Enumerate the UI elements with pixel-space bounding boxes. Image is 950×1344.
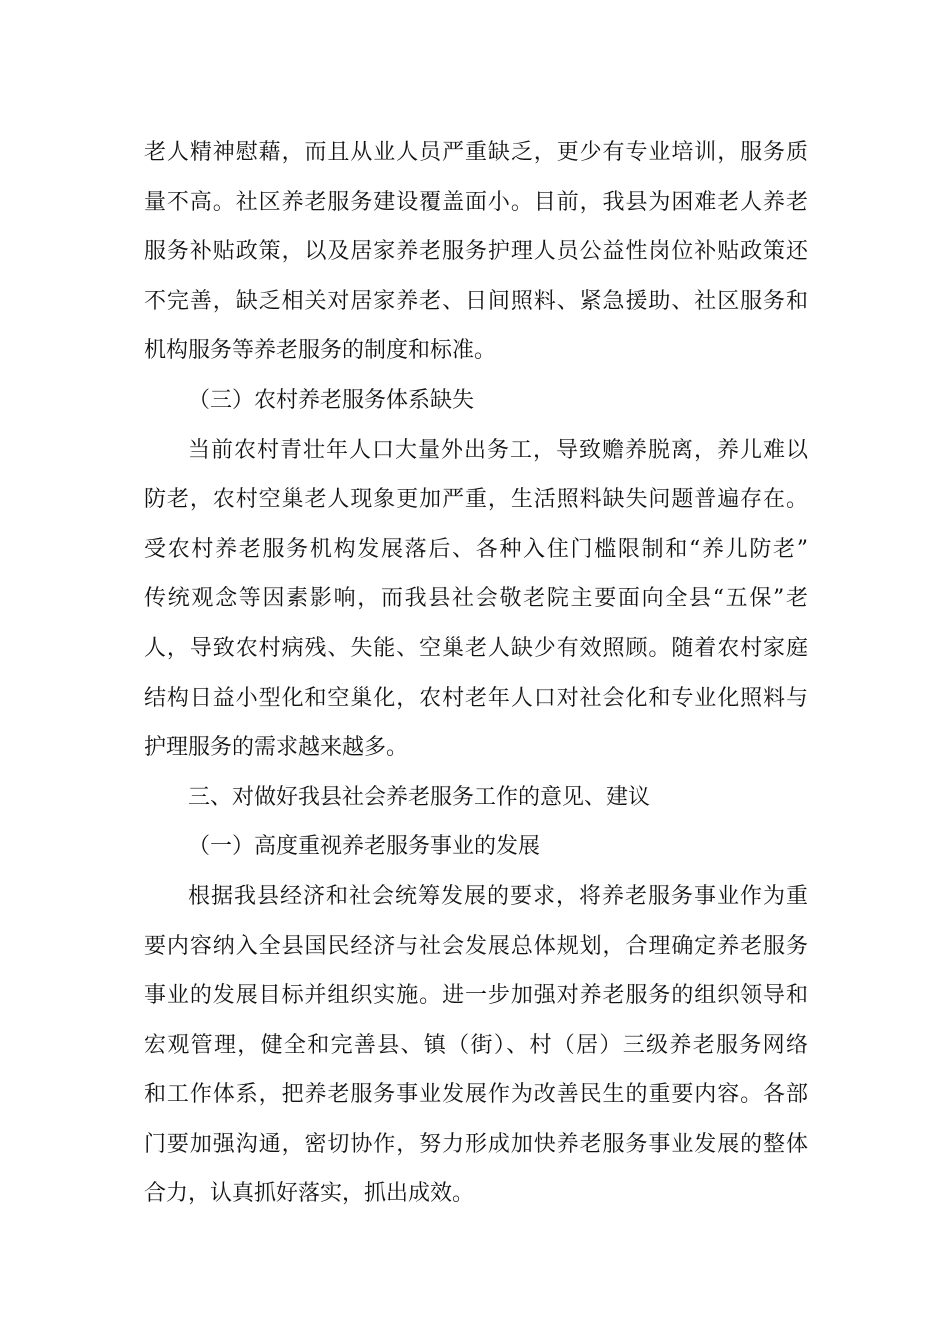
text-line: 受农村养老服务机构发展落后、各种入住门槛限制和“养儿防老”	[144, 536, 808, 562]
text-line: 宏观管理，健全和完善县、镇（街）、村（居）三级养老服务网络	[144, 1032, 808, 1058]
text-line: 防老，农村空巢老人现象更加严重，生活照料缺失问题普遍存在。	[144, 487, 808, 513]
document-body	[144, 128, 808, 1219]
text-line: 和工作体系，把养老服务事业发展作为改善民生的重要内容。各部	[144, 1082, 808, 1108]
text-line: 传统观念等因素影响，而我县社会敬老院主要面向全县“五保”老	[144, 586, 808, 612]
text-line: 不完善，缺乏相关对居家养老、日间照料、紧急援助、社区服务和	[144, 288, 808, 314]
text-line: 服务补贴政策，以及居家养老服务护理人员公益性岗位补贴政策还	[144, 239, 808, 265]
chapter-heading: 三、对做好我县社会养老服务工作的意见、建议	[188, 784, 651, 810]
text-line: 事业的发展目标并组织实施。进一步加强对养老服务的组织领导和	[144, 983, 808, 1009]
text-line: 人，导致农村病残、失能、空巢老人缺少有效照顾。随着农村家庭	[144, 635, 808, 661]
text-line: 护理服务的需求越来越多。	[144, 735, 409, 761]
text-line: 老人精神慰藉，而且从业人员严重缺乏，更少有专业培训，服务质	[144, 140, 808, 165]
text-line: 当前农村青壮年人口大量外出务工，导致赡养脱离，养儿难以	[188, 437, 808, 463]
text-line: 根据我县经济和社会统筹发展的要求，将养老服务事业作为重	[188, 883, 808, 909]
text-line: 要内容纳入全县国民经济与社会发展总体规划，合理确定养老服务	[144, 933, 808, 959]
section-heading: （三）农村养老服务体系缺失	[188, 387, 475, 413]
text-line: 量不高。社区养老服务建设覆盖面小。目前，我县为困难老人养老	[144, 189, 808, 215]
text-line: 门要加强沟通，密切协作，努力形成加快养老服务事业发展的整体	[144, 1131, 808, 1157]
text-line: 机构服务等养老服务的制度和标准。	[144, 338, 497, 364]
text-line: 合力，认真抓好落实，抓出成效。	[144, 1181, 475, 1207]
section-heading: （一）高度重视养老服务事业的发展	[188, 834, 541, 860]
text-line: 结构日益小型化和空巢化，农村老年人口对社会化和专业化照料与	[144, 685, 808, 711]
